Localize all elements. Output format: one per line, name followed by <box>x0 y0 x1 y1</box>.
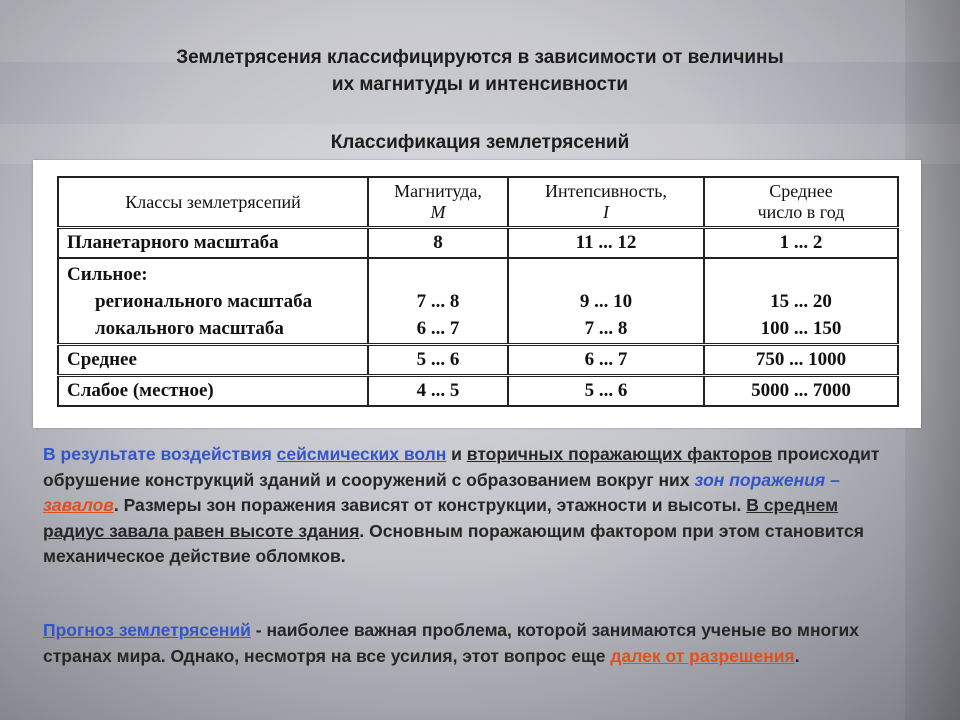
header-average: Среднее число в год <box>704 177 898 228</box>
cell-class: Планетарного масштаба <box>58 228 368 259</box>
cell-magnitude: 5 ... 6 <box>368 345 508 376</box>
link-rubble[interactable]: завалов <box>43 495 114 515</box>
cell-average: 1 ... 2 <box>704 228 898 259</box>
cell-intensity: 6 ... 7 <box>508 345 704 376</box>
cell-class-group: Сильное: <box>67 263 148 285</box>
table-row <box>58 258 898 345</box>
cell-magnitude: 7 ... 8 6 ... 7 <box>368 258 508 345</box>
table-row <box>58 376 898 407</box>
cell-average: 15 ... 20 100 ... 150 <box>704 258 898 345</box>
classification-table <box>57 176 899 407</box>
slide-title-line2: их магнитуды и интенсивности <box>331 74 629 95</box>
cell-class-sub: регионального масштаба <box>95 290 313 312</box>
cell-class: Слабое (местное) <box>58 376 368 407</box>
paragraph-consequences: В результате воздействия сейсмических волн и вторичных поражающих факторов происходит обрушение конструкций зданий и сооружений с образованием вокруг них зон поражения – завалов. Размеры зон поражения зависят от конструкции, этажности и высоты. В среднем радиус завала равен высоте здания. Основным поражающим фактором при этом становится механическое действие обломков. <box>43 444 880 566</box>
cell-class <box>58 258 368 345</box>
table-row <box>58 228 898 259</box>
slide-title <box>60 44 900 98</box>
link-far-from-solution[interactable]: далек от разрешения <box>610 645 795 666</box>
link-secondary-factors[interactable]: вторичных поражающих факторов <box>466 444 773 464</box>
cell-class: Среднее <box>58 345 368 376</box>
cell-intensity: 9 ... 10 7 ... 8 <box>508 258 704 345</box>
header-class: Классы землетрясепий <box>58 177 368 228</box>
link-earthquake-forecast[interactable]: Прогноз землетрясений <box>43 620 251 640</box>
cell-average: 5000 ... 7000 <box>704 376 898 407</box>
table-caption: Классификация землетрясений <box>330 132 630 153</box>
table-header-row <box>58 177 898 228</box>
table-panel <box>33 160 921 428</box>
header-intensity: Интепсивность, I <box>508 177 704 228</box>
slide-title-line1: Землетрясения классифицируются в зависимости от величины <box>176 47 784 68</box>
cell-intensity: 5 ... 6 <box>508 376 704 407</box>
cell-class-sub: локального масштаба <box>95 317 284 339</box>
link-seismic-waves[interactable]: сейсмических волн <box>276 444 447 464</box>
cell-magnitude: 8 <box>368 228 508 259</box>
paragraph-forecast: Прогноз землетрясений - наиболее важная проблема, которой занимаются ученые во многих странах мира. Однако, несмотря на все усилия, этот вопрос еще далек от разрешения. <box>43 620 859 666</box>
cell-magnitude: 4 ... 5 <box>368 376 508 407</box>
header-magnitude: Магнитуда, M <box>368 177 508 228</box>
cell-average: 750 ... 1000 <box>704 345 898 376</box>
highlight-radius: В среднем радиус завала равен высоте здания <box>43 495 839 541</box>
cell-intensity: 11 ... 12 <box>508 228 704 259</box>
table-row <box>58 345 898 376</box>
